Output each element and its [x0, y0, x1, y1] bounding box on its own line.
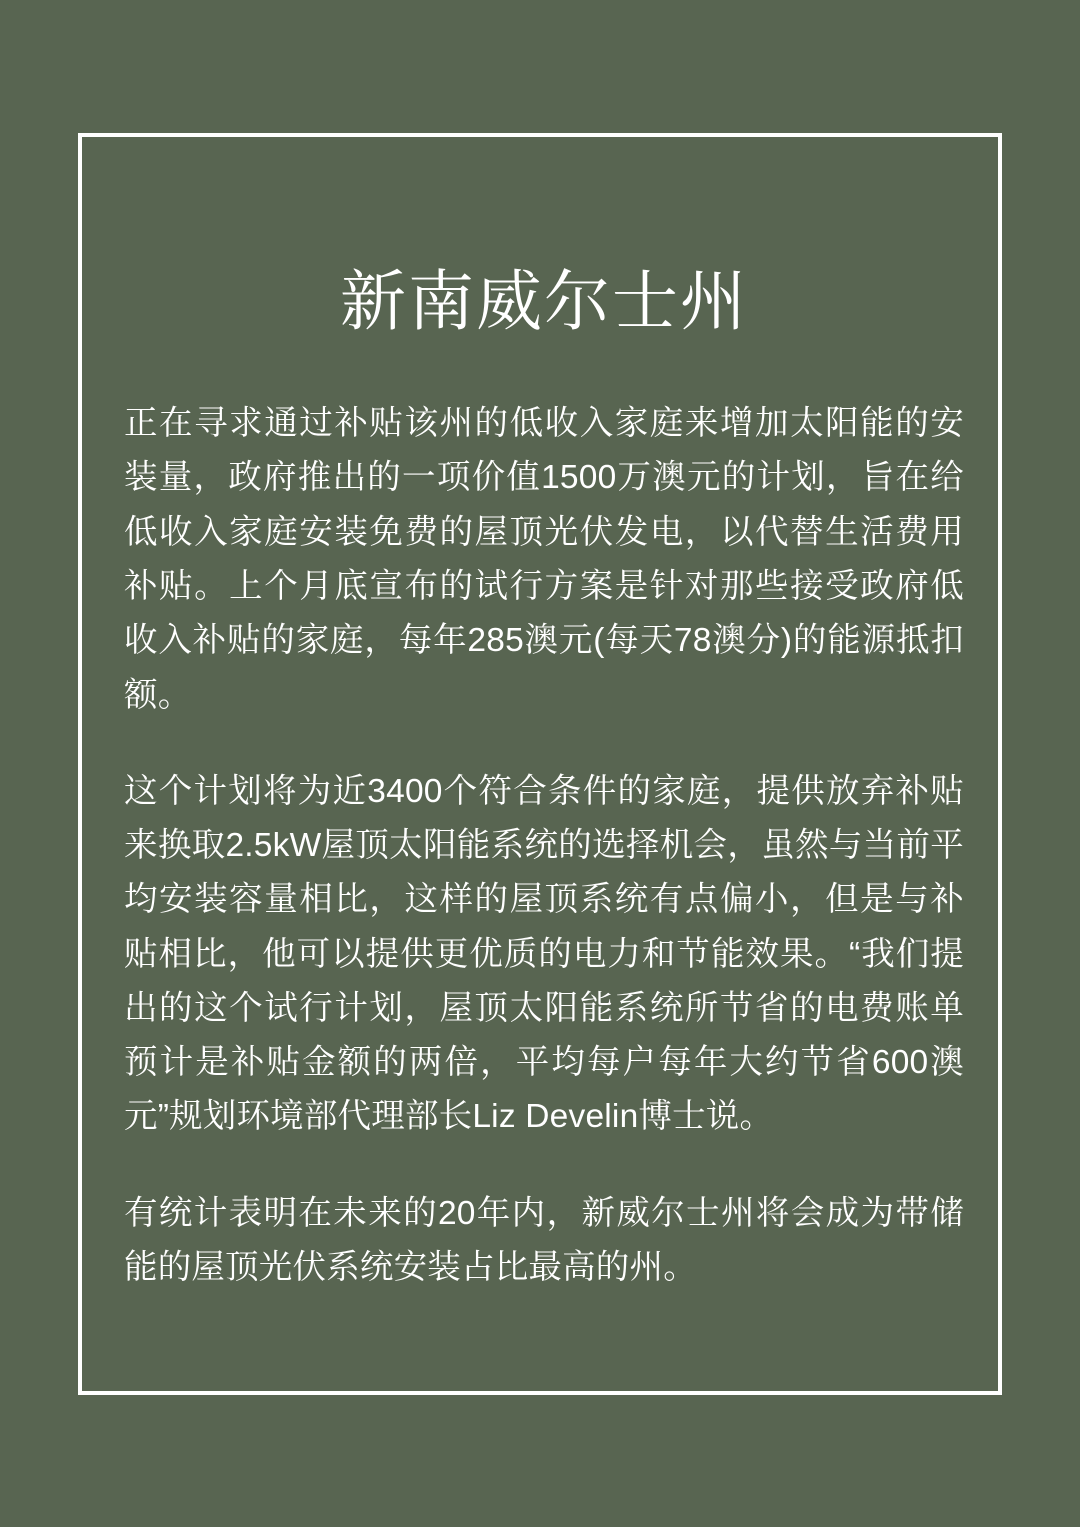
page-title: 新南威尔士州 — [340, 264, 748, 338]
card-inner — [124, 137, 964, 1295]
article-body — [124, 397, 964, 1295]
content-card — [78, 133, 1002, 1395]
paragraph-3: 有统计表明在未来的20年内，新威尔士州将会成为带储能的屋顶光伏系统安装占比最高的州。 — [124, 1194, 964, 1286]
paragraph-2: 这个计划将为近3400个符合条件的家庭，提供放弃补贴来换取2.5kW屋顶太阳能系统的选择机会，虽然与当前平均安装容量相比，这样的屋顶系统有点偏小，但是与补贴相比，他可以提供更优质的电力和节能效果。“我们提出的这个试行计划，屋顶太阳能系统所节省的电费账单预计是补贴金额的两倍，平均每户每年大约节省600澳元”规划环境部代理部长Liz Develin博士说。 — [124, 772, 964, 1136]
paragraph-1: 正在寻求通过补贴该州的低收入家庭来增加太阳能的安装量，政府推出的一项价值1500万澳元的计划，旨在给低收入家庭安装免费的屋顶光伏发电，以代替生活费用补贴。上个月底宣布的试行方案是针对那些接受政府低收入补贴的家庭，每年285澳元(每天78澳分)的能源抵扣额。 — [124, 405, 964, 714]
